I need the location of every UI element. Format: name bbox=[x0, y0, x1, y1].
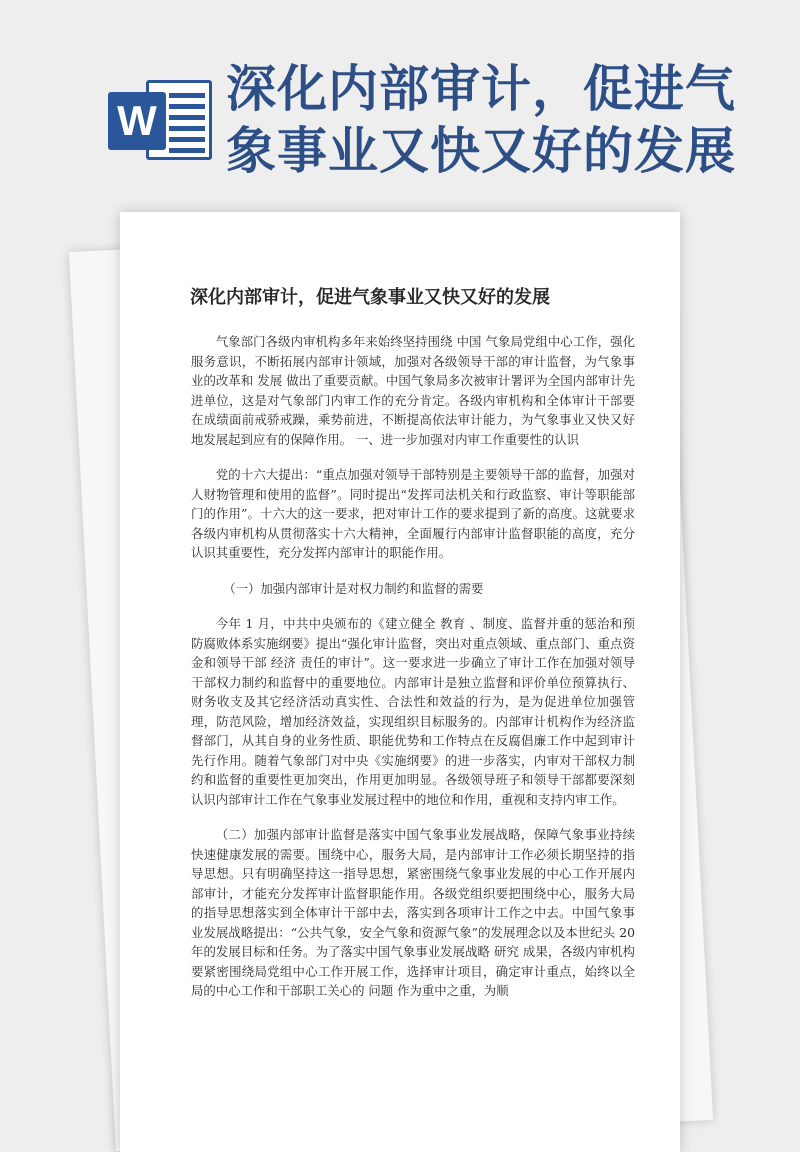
section-heading: （一）加强内部审计是对权力制约和监督的需要 bbox=[223, 580, 484, 596]
document-page bbox=[120, 212, 680, 1152]
document-title: 深化内部审计，促进气象事业又快又好的发展 bbox=[190, 287, 550, 308]
banner bbox=[0, 0, 800, 200]
text-line-icon bbox=[169, 137, 205, 142]
banner-title: 深化内部审计，促进气象事业又快又好的发展 bbox=[226, 59, 736, 180]
text-line-icon bbox=[169, 126, 205, 131]
word-logo-badge: W bbox=[108, 92, 166, 150]
text-line-icon bbox=[169, 115, 205, 120]
text-line-icon bbox=[169, 93, 205, 98]
word-document-icon bbox=[108, 76, 216, 164]
document-body bbox=[191, 332, 635, 1017]
text-line-icon bbox=[169, 148, 205, 153]
paragraph: 气象部门各级内审机构多年来始终坚持围绕 中国 气象局党组中心工作，强化服务意识，不断拓展内部审计领域，加强对各级领导干部的审计监督，为气象事业的改革和 发展 做出了重要贡献。中国气象局多次被审计署评为全国内部审计先进单位，这是对气象部门内审工作的充分肯定。各级内审机构和全体审计干部要在成绩面前戒骄戒躁，乘势前进，不断提高依法审计能力，为气象事业又快又好地发展起到应有的保障作用。 一、进一步加强对内审工作重要性的认识 bbox=[191, 334, 635, 447]
paragraph: 党的十六大提出：“重点加强对领导干部特别是主要领导干部的监督，加强对人财物管理和使用的监督”。同时提出“发挥司法机关和行政监察、审计等职能部门的作用”。十六大的这一要求，把对审计工作的要求提到了新的高度。这就要求各级内审机构从贯彻落实十六大精神，全面履行内部审计监督职能的高度，充分认识其重要性，充分发挥内部审计的职能作用。 bbox=[191, 467, 635, 560]
paragraph: （二）加强内部审计监督是落实中国气象事业发展战略，保障气象事业持续快速健康发展的需要。围绕中心，服务大局，是内部审计工作必须长期坚持的指导思想。只有明确坚持这一指导思想，紧密围绕气象事业发展的中心工作开展内部审计，才能充分发挥审计监督职能作用。各级党组织要把围绕中心，服务大局的指导思想落实到全体审计干部中去，落实到各项审计工作之中去。中国气象事业发展战略提出：“公共气象，安全气象和资源气象”的发展理念以及本世纪头 20 年的发展目标和任务。为了落实中国气象事业发展战略 研究 成果，各级内审机构要紧密围绕局党组中心工作开展工作，选择审计项目，确定审计重点，始终以全局的中心工作和干部职工关心的 问题 作为重中之重，为顺 bbox=[191, 827, 635, 998]
text-line-icon bbox=[169, 104, 205, 109]
paragraph: 今年 1 月，中共中央颁布的《建立健全 教育 、制度、监督并重的惩治和预防腐败体系实施纲要》提出“强化审计监督，突出对重点领域、重点部门、重点资金和领导干部 经济 责任的审计”。这一要求进一步确立了审计工作在加强对领导干部权力制约和监督中的重要地位。内部审计是独立监督和评价单位预算执行、财务收支及其它经济活动真实性、合法性和效益的行为，是为促进单位加强管理，防范风险，增加经济效益，实现组织目标服务的。内部审计机构作为经济监督部门，从其自身的业务性质、职能优势和工作特点在反腐倡廉工作中起到审计先行作用。随着气象部门对中央《实施纲要》的进一步落实，内审对干部权力制约和监督的重要性更加突出，作用更加明显。各级领导班子和领导干部都要深刻认识内部审计工作在气象事业发展过程中的地位和作用，重视和支持内审工作。 bbox=[191, 616, 635, 807]
